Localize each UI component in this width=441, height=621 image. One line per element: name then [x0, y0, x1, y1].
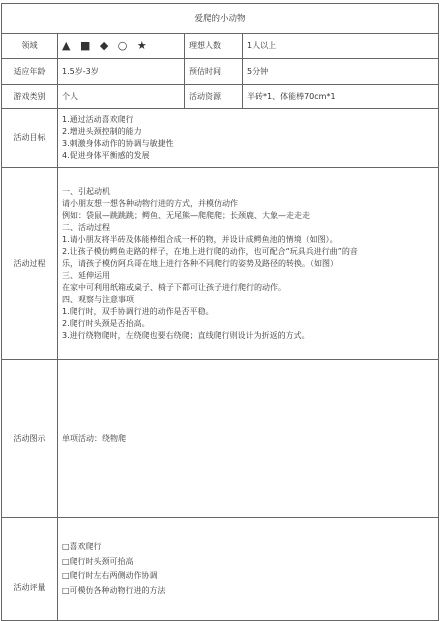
process-line: 请小朋友想一想各种动物行进的方式，并模仿动作	[62, 198, 238, 208]
time-value: 5分钟	[243, 59, 439, 85]
page-title: 爱爬的小动物	[2, 4, 439, 34]
goal-item: 2.增进头颈控制的能力	[62, 127, 142, 136]
process-line: 2.爬行时头颈是否抬高。	[62, 318, 150, 328]
time-label: 预估时间	[185, 59, 243, 85]
process-line: 三、延伸运用	[62, 270, 110, 280]
process-line: 例如：袋鼠—跳跳跳；鳄鱼、无尾熊—爬爬爬；长颈鹿、大象—走走走	[62, 210, 310, 220]
process-line: 二、活动过程	[62, 222, 110, 232]
process-line: 在家中可利用纸箱或桌子、椅子下都可让孩子进行爬行的动作。	[62, 282, 286, 292]
evaluation-row	[2, 518, 439, 621]
evaluation-item: □爬行时头颈可抬高	[62, 556, 134, 566]
process-line: 2.让孩子模仿鳄鱼走路的样子，在地上进行爬的动作，也可配合“玩具兵进行曲”的音	[62, 246, 358, 256]
process-line: 四、观察与注意事项	[62, 294, 134, 304]
process-line: 3.进行绕物爬时，左绕爬也要右绕爬；直线爬行则设计为折返的方式。	[62, 330, 310, 340]
illustration-row	[2, 360, 439, 518]
process-content	[58, 168, 439, 360]
info-row-3	[2, 85, 439, 109]
evaluation-item: □可模仿各种动物行进的方法	[62, 585, 166, 595]
illustration-caption: 单项活动：绕物爬	[62, 433, 126, 443]
evaluation-label: 活动评量	[2, 518, 58, 621]
age-value: 1.5岁-3岁	[58, 59, 185, 85]
process-line: 一、引起动机	[62, 186, 110, 196]
activity-plan-table	[1, 3, 439, 621]
people-label: 理想人数	[185, 34, 243, 59]
goals-label: 活动目标	[2, 109, 58, 168]
goals-content	[58, 109, 439, 168]
goal-item: 4.促进身体平衡感的发展	[62, 151, 150, 160]
goal-item: 1.通过活动喜欢爬行	[62, 115, 134, 124]
info-row-1	[2, 34, 439, 59]
people-value: 1人以上	[243, 34, 439, 59]
goals-row	[2, 109, 439, 168]
evaluation-item: □喜欢爬行	[62, 542, 102, 551]
process-line: 乐，请孩子模仿阿兵哥在地上进行各种不同爬行的姿势及路径的转换。（如图）	[62, 258, 338, 268]
resource-value: 半砖*1、体能棒70cm*1	[243, 85, 439, 109]
resource-label: 活动资源	[185, 85, 243, 109]
type-label: 游戏类别	[2, 85, 58, 109]
process-label: 活动过程	[2, 168, 58, 360]
domain-symbols: ▲ ■ ◆ ○ ★	[58, 34, 185, 59]
title-row	[2, 4, 439, 34]
goal-item: 3.刺激身体动作的协调与敏捷性	[62, 139, 174, 148]
illustration-label: 活动图示	[2, 360, 58, 518]
age-label: 适应年龄	[2, 59, 58, 85]
evaluation-content	[58, 518, 439, 621]
domain-label: 领域	[2, 34, 58, 59]
type-value: 个人	[58, 85, 185, 109]
info-row-2	[2, 59, 439, 85]
process-row	[2, 168, 439, 360]
process-line: 1.请小朋友将半砖及体能棒组合成一杯的物，并设计成鳄鱼池的情境（如图）。	[62, 234, 338, 244]
illustration-content	[58, 360, 439, 518]
evaluation-item: □爬行时左右两侧动作协调	[62, 571, 158, 580]
process-line: 1.爬行时，双手协调行进的动作是否平稳。	[62, 306, 214, 316]
